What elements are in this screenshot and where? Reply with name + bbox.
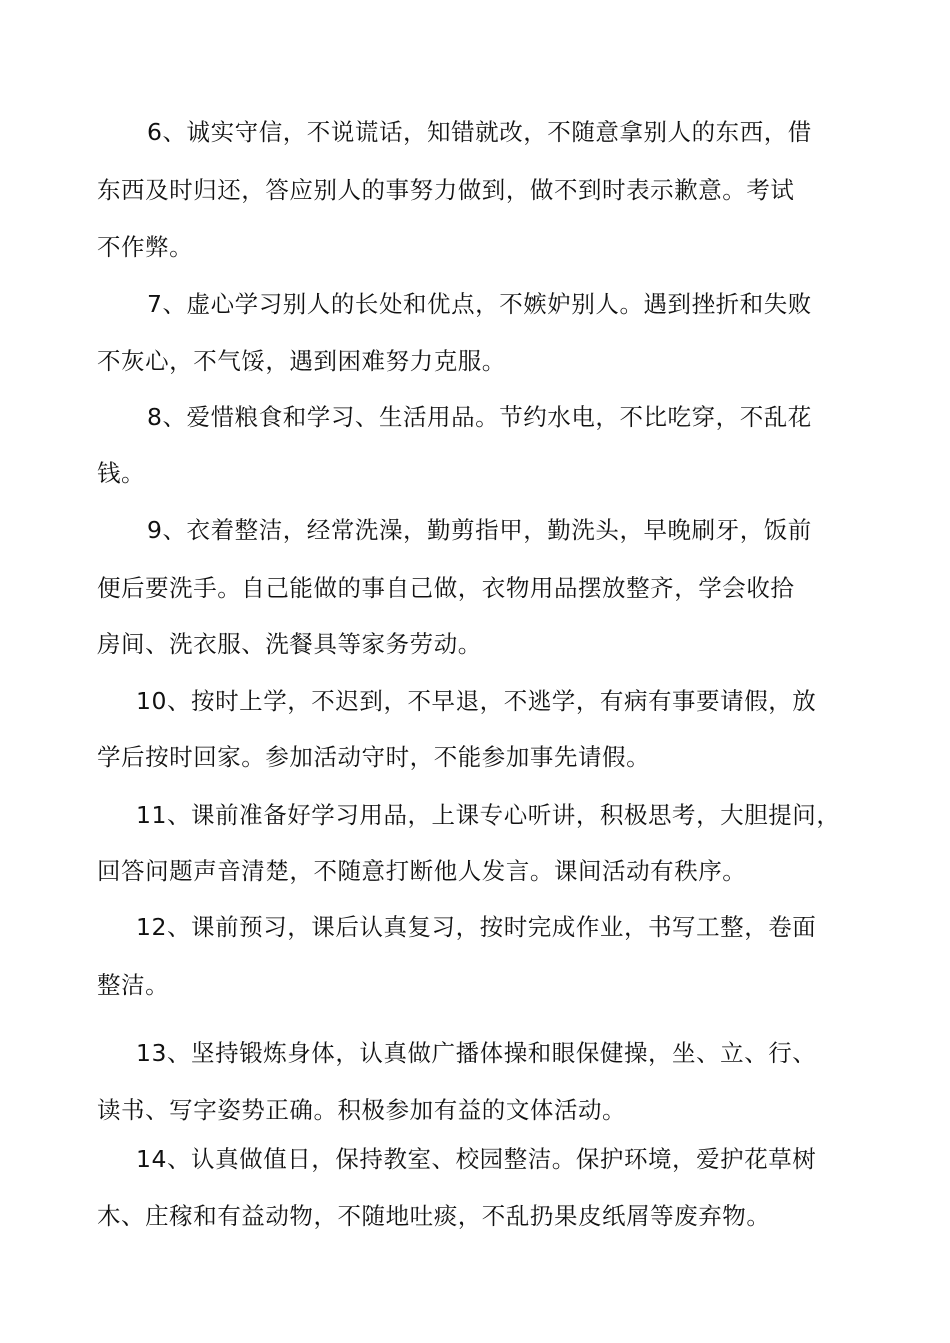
item-6-line-1: 6、诚实守信，不说谎话，知错就改，不随意拿别人的东西，借 bbox=[147, 118, 812, 146]
item-9-line-2: 便后要洗手。自己能做的事自己做，衣物用品摆放整齐，学会收拾 bbox=[97, 574, 795, 602]
item-8-line-2: 钱。 bbox=[97, 459, 146, 487]
item-9-line-3: 房间、洗衣服、洗餐具等家务劳动。 bbox=[97, 630, 482, 658]
item-11-line-1: 11、课前准备好学习用品，上课专心听讲，积极思考，大胆提问， bbox=[136, 801, 841, 829]
item-8-line-1: 8、爱惜粮食和学习、生活用品。节约水电，不比吃穿，不乱花 bbox=[147, 403, 812, 431]
item-7-line-1: 7、虚心学习别人的长处和优点，不嫉妒别人。遇到挫折和失败 bbox=[147, 290, 812, 318]
item-6-line-3: 不作弊。 bbox=[97, 233, 194, 261]
item-10-line-2: 学后按时回家。参加活动守时，不能参加事先请假。 bbox=[97, 743, 651, 771]
item-6-line-2: 东西及时归还，答应别人的事努力做到，做不到时表示歉意。考试 bbox=[97, 176, 795, 204]
item-14-line-1: 14、认真做值日，保持教室、校园整洁。保护环境，爱护花草树 bbox=[136, 1145, 817, 1173]
item-12-line-1: 12、课前预习，课后认真复习，按时完成作业，书写工整，卷面 bbox=[136, 913, 817, 941]
item-13-line-2: 读书、写字姿势正确。积极参加有益的文体活动。 bbox=[97, 1096, 627, 1124]
item-7-line-2: 不灰心，不气馁，遇到困难努力克服。 bbox=[97, 347, 506, 375]
item-14-line-2: 木、庄稼和有益动物，不随地吐痰，不乱扔果皮纸屑等废弃物。 bbox=[97, 1202, 771, 1230]
item-10-line-1: 10、按时上学，不迟到，不早退，不逃学，有病有事要请假，放 bbox=[136, 687, 817, 715]
item-9-line-1: 9、衣着整洁，经常洗澡，勤剪指甲，勤洗头，早晚刷牙，饭前 bbox=[147, 516, 812, 544]
item-11-line-2: 回答问题声音清楚，不随意打断他人发言。课间活动有秩序。 bbox=[97, 857, 747, 885]
item-12-line-2: 整洁。 bbox=[97, 971, 170, 999]
item-13-line-1: 13、坚持锻炼身体，认真做广播体操和眼保健操，坐、立、行、 bbox=[136, 1039, 817, 1067]
